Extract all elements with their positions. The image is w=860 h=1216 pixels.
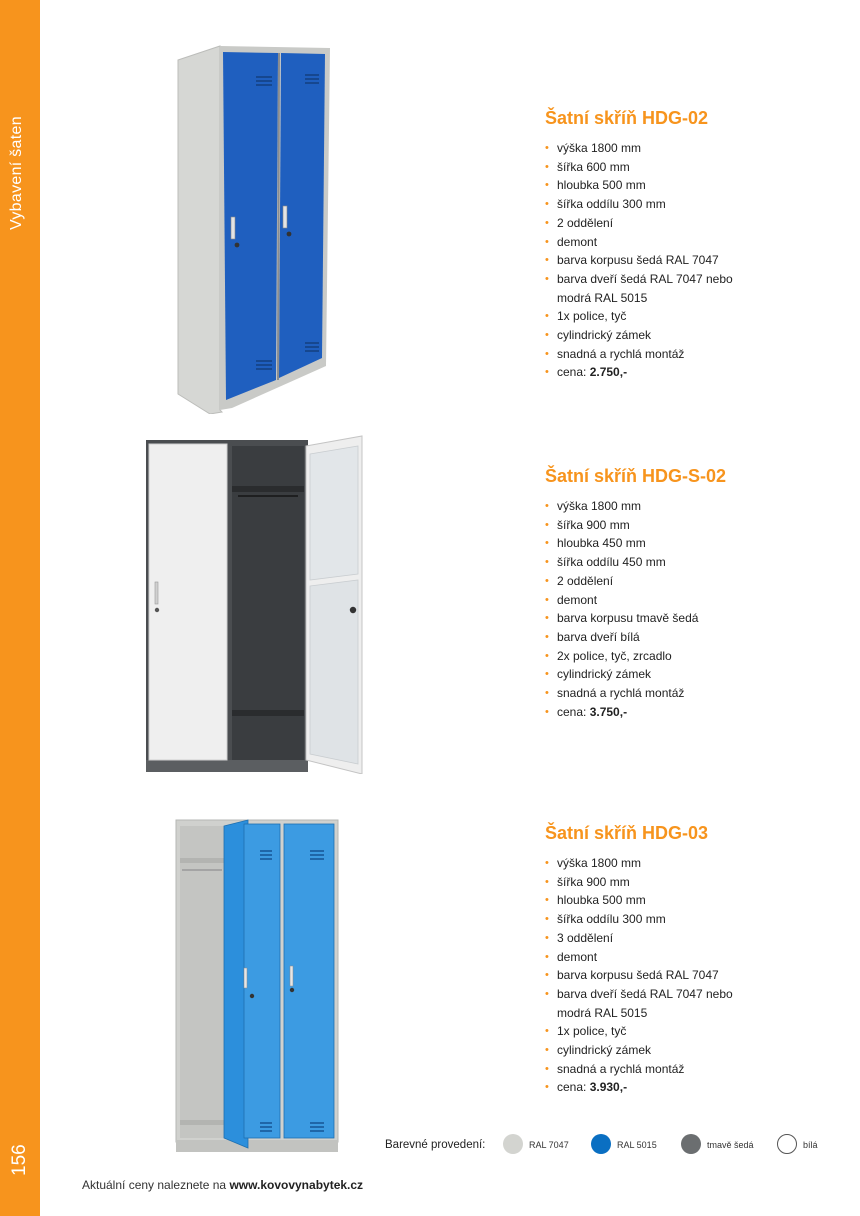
color-swatch-ral-7047 [503,1134,523,1154]
product-hdg-s-02 [545,466,845,721]
spec-item: • výška 1800 mm [545,497,845,516]
spec-item: • 2x police, tyč, zrcadlo [545,647,845,666]
spec-item: • snadná a rychlá montáž [545,345,845,364]
spec-item: • barva korpusu šedá RAL 7047 [545,251,845,270]
spec-item: • demont [545,591,845,610]
price-item [545,363,845,382]
spec-item: • šířka oddílu 450 mm [545,553,845,572]
spec-item: • výška 1800 mm [545,139,845,158]
price-value: 3.750,- [589,704,628,719]
spec-item: • barva korpusu tmavě šedá [545,609,845,628]
product-title: Šatní skříň HDG-03 [545,823,709,843]
spec-item: • barva dveří šedá RAL 7047 nebo [545,270,845,289]
locker-hdg-03-image [172,818,340,1154]
spec-item: • 3 oddělení [545,929,845,948]
color-name: RAL 5015 [617,1140,657,1150]
spec-item: • 2 oddělení [545,572,845,591]
spec-item: • 2 oddělení [545,214,845,233]
spec-item: • hloubka 450 mm [545,534,845,553]
spec-list [545,854,845,1097]
product-title: Šatní skříň HDG-S-02 [545,466,727,486]
spec-item-continued: modrá RAL 5015 [557,290,648,305]
spec-item: • šířka 900 mm [545,516,845,535]
spec-item: • barva korpusu šedá RAL 7047 [545,966,845,985]
locker-hdg-02-image [170,42,330,414]
product-hdg-03 [545,823,845,1097]
color-name: RAL 7047 [529,1140,569,1150]
spec-item: • demont [545,233,845,252]
footer-link[interactable]: www.kovovynabytek.cz [229,1178,364,1192]
spec-item: • šířka oddílu 300 mm [545,195,845,214]
spec-item: • hloubka 500 mm [545,176,845,195]
spec-item: • snadná a rychlá montáž [545,1060,845,1079]
color-swatch-ral-5015 [591,1134,611,1154]
price-item [545,1078,845,1097]
color-options-label: Barevné provedení: [385,1139,486,1151]
color-name: bílá [803,1140,818,1150]
spec-item: • hloubka 500 mm [545,891,845,910]
spec-item: • snadná a rychlá montáž [545,684,845,703]
spec-item: • barva dveří šedá RAL 7047 nebo [545,985,845,1004]
side-bar [0,0,40,1216]
spec-item-continued: modrá RAL 5015 [557,1005,648,1020]
locker-hdg-s-02-image [146,434,364,774]
color-swatch-dark-grey [681,1134,701,1154]
product-hdg-02 [545,108,845,382]
spec-list [545,497,845,721]
price-value: 3.930,- [589,1080,628,1095]
spec-item: • šířka 600 mm [545,158,845,177]
spec-item: • výška 1800 mm [545,854,845,873]
color-swatch-white [777,1134,797,1154]
price-label: cena: [557,704,590,719]
price-label: cena: [557,1080,590,1095]
spec-item: • cylindrický zámek [545,326,845,345]
color-options [385,1132,845,1160]
price-label: cena: [557,365,590,380]
product-title: Šatní skříň HDG-02 [545,108,709,128]
spec-item: • 1x police, tyč [545,1022,845,1041]
spec-item: • cylindrický zámek [545,665,845,684]
page-number: 156 [9,1144,30,1176]
price-value: 2.750,- [589,365,628,380]
price-item [545,703,845,722]
spec-item: • barva dveří bílá [545,628,845,647]
footer [82,1178,363,1192]
spec-list [545,139,845,382]
spec-item: • cylindrický zámek [545,1041,845,1060]
spec-item: • šířka oddílu 300 mm [545,910,845,929]
spec-item: • demont [545,948,845,967]
color-name: tmavě šedá [707,1140,754,1150]
spec-item: • 1x police, tyč [545,307,845,326]
section-title: Vybavení šaten [8,116,25,230]
spec-item: • šířka 900 mm [545,873,845,892]
footer-text: Aktuální ceny naleznete na [82,1178,230,1192]
